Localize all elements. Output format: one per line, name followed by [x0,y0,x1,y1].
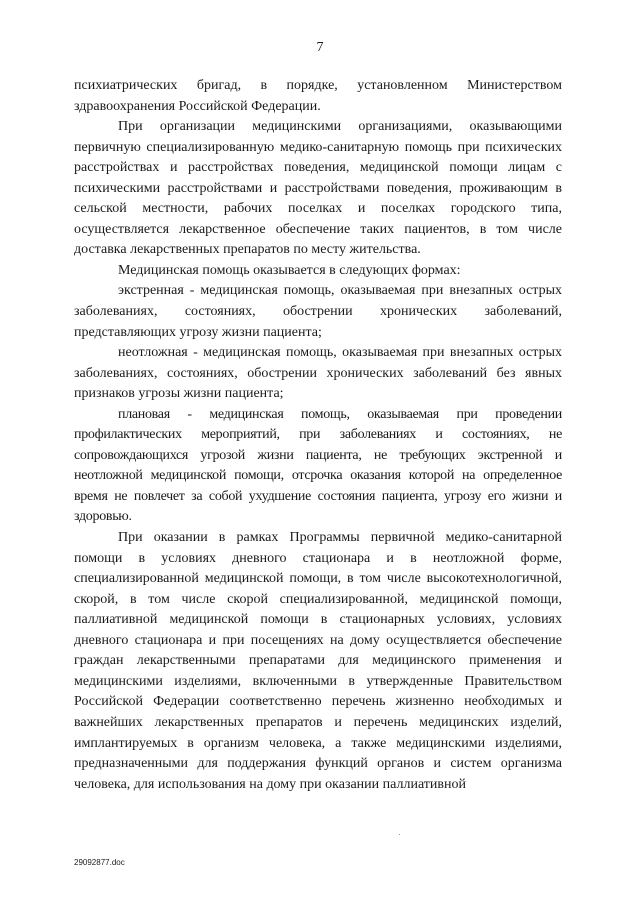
document-footer: 29092877.doc [74,858,125,867]
paragraph-forms-intro: Медицинская помощь оказывается в следующих формах: [118,262,461,278]
scan-speck [399,834,400,835]
paragraph-psychiatric-care: При организации медицинскими организациями, оказывающими первичную специализированную медико-санитарную помощь при психических расстройствах и расстройствах поведения, медицинской помощи лицам с психическими расстройствами и расстройствами поведения, проживающим в сельской местности, рабочих поселках и поселках городского типа, осуществляется лекарственное обеспечение таких пациентов, в том числе доставка лекарственных препаратов по месту жительства. [74,119,562,258]
document-body [74,76,562,795]
paragraph-urgent-form: неотложная - медицинская помощь, оказываемая при внезапных острых заболеваниях, состояниях, обострении хронических заболеваний без явных признаков угрозы жизни пациента; [74,345,562,402]
paragraph-emergency-form: экстренная - медицинская помощь, оказываемая при внезапных острых заболеваниях, состояниях, обострении хронических заболеваний, представляющих угрозу жизни пациента; [74,283,562,340]
paragraph-continuation: психиатрических бригад, в порядке, установленном Министерством здравоохранения Российской Федерации. [74,78,562,114]
paragraph-planned-form: плановая - медицинская помощь, оказываемая при проведении профилактических мероприятий, при заболеваниях и состояниях, не сопровождающихся угрозой жизни пациента, не требующих экстренной и неотложной медицинской помощи, отсрочка оказания которой на определенное время не повлечет за собой ухудшение состояния пациента, угрозу его жизни и здоровью. [74,406,562,525]
paragraph-drug-provision: При оказании в рамках Программы первичной медико-санитарной помощи в условиях дневного стационара и в неотложной форме, специализированной медицинской помощи, в том числе высокотехнологичной, скорой, в том числе скорой специализированной, медицинской помощи, паллиативной медицинской помощи в стационарных условиях, условиях дневного стационара и при посещениях на дому осуществляется обеспечение граждан лекарственными препаратами для медицинского применения и медицинскими изделиями, включенными в утвержденные Правительством Российской Федерации соответственно перечень жизненно необходимых и важнейших лекарственных препаратов и перечень медицинских изделий, имплантируемых в организм человека, а также медицинскими изделиями, предназначенными для поддержания функций органов и систем организма человека, для использования на дому при оказании паллиативной [74,530,562,792]
page-number: 7 [316,40,324,55]
